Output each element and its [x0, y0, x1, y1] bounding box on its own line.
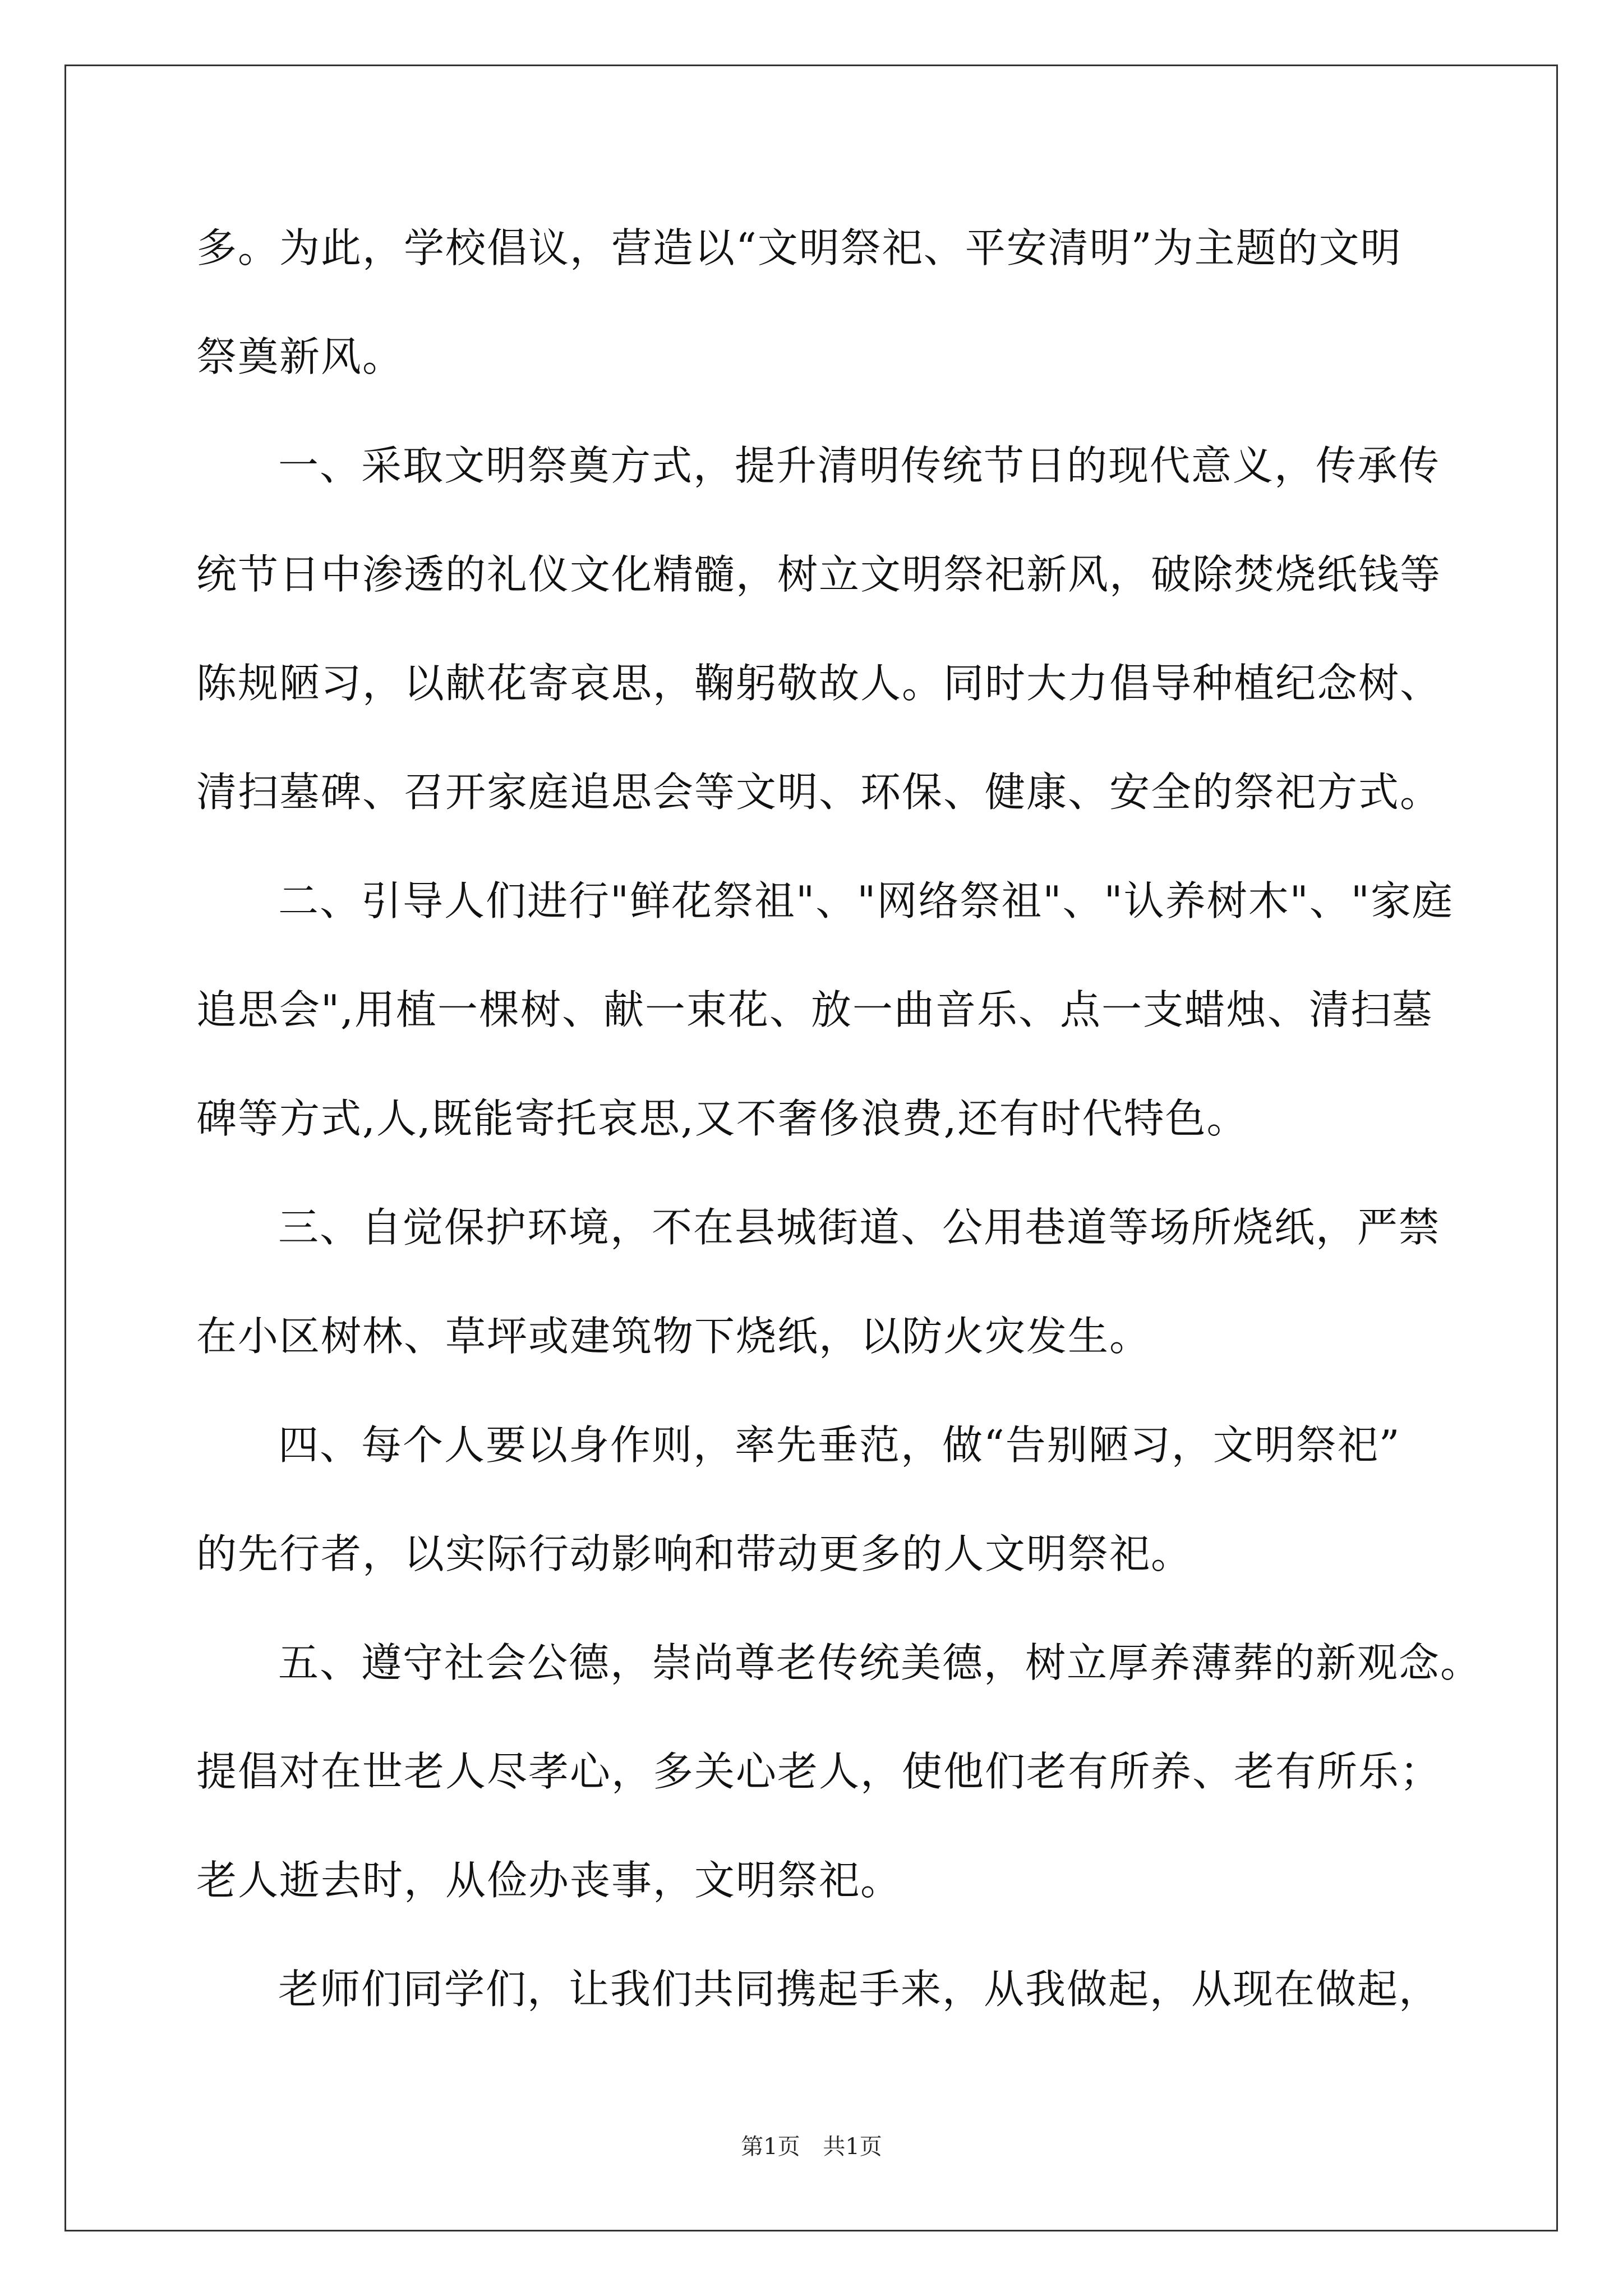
text-line: 陈规陋习，以献花寄哀思，鞠躬敬故人。同时大力倡导种植纪念树、: [196, 660, 1442, 707]
text-line: 在小区树林、草坪或建筑物下烧纸，以防火灾发生。: [196, 1313, 1151, 1360]
text-line: 老师们同学们，让我们共同携起手来，从我做起，从现在做起，: [278, 1966, 1441, 2013]
text-line: 三、自觉保护环境，不在县城街道、公用巷道等场所烧纸，严禁: [278, 1204, 1441, 1251]
text-line: 碑等方式,人,既能寄托哀思,又不奢侈浪费,还有时代特色。: [196, 1095, 1248, 1142]
text-line: 祭奠新风。: [196, 333, 404, 380]
page-number-total: 共1页: [823, 2134, 882, 2160]
text-line: 四、每个人要以身作则，率先垂范，做“告别陋习，文明祭祀”: [278, 1421, 1401, 1469]
text-line: 清扫墓碑、召开家庭追思会等文明、环保、健康、安全的祭祀方式。: [196, 769, 1442, 816]
text-line: 多。为此，学校倡议，营造以“文明祭祀、平安清明”为主题的文明: [196, 224, 1402, 272]
document-body: [196, 209, 1482, 2059]
text-line: 的先行者，以实际行动影响和带动更多的人文明祭祀。: [196, 1530, 1193, 1577]
text-line: 追思会",用植一棵树、献一束花、放一曲音乐、点一支蜡烛、清扫墓: [196, 986, 1434, 1033]
text-line: 二、引导人们进行"鲜花祭祖"、"网络祭祖"、"认养树木"、"家庭: [278, 877, 1454, 924]
text-line: 提倡对在世老人尽孝心，多关心老人，使他们老有所养、老有所乐；: [196, 1748, 1442, 1795]
text-line: 一、采取文明祭奠方式，提升清明传统节日的现代意义，传承传: [278, 442, 1441, 489]
text-line: 统节日中渗透的礼仪文化精髓，树立文明祭祀新风，破除焚烧纸钱等: [196, 551, 1442, 598]
text-line: 五、遵守社会公德，崇尚尊老传统美德，树立厚养薄葬的新观念。: [278, 1639, 1482, 1686]
text-line: 老人逝去时，从俭办丧事，文明祭祀。: [196, 1857, 902, 1904]
page-footer: [0, 2129, 1623, 2161]
page-number-current: 第1页: [741, 2134, 800, 2160]
